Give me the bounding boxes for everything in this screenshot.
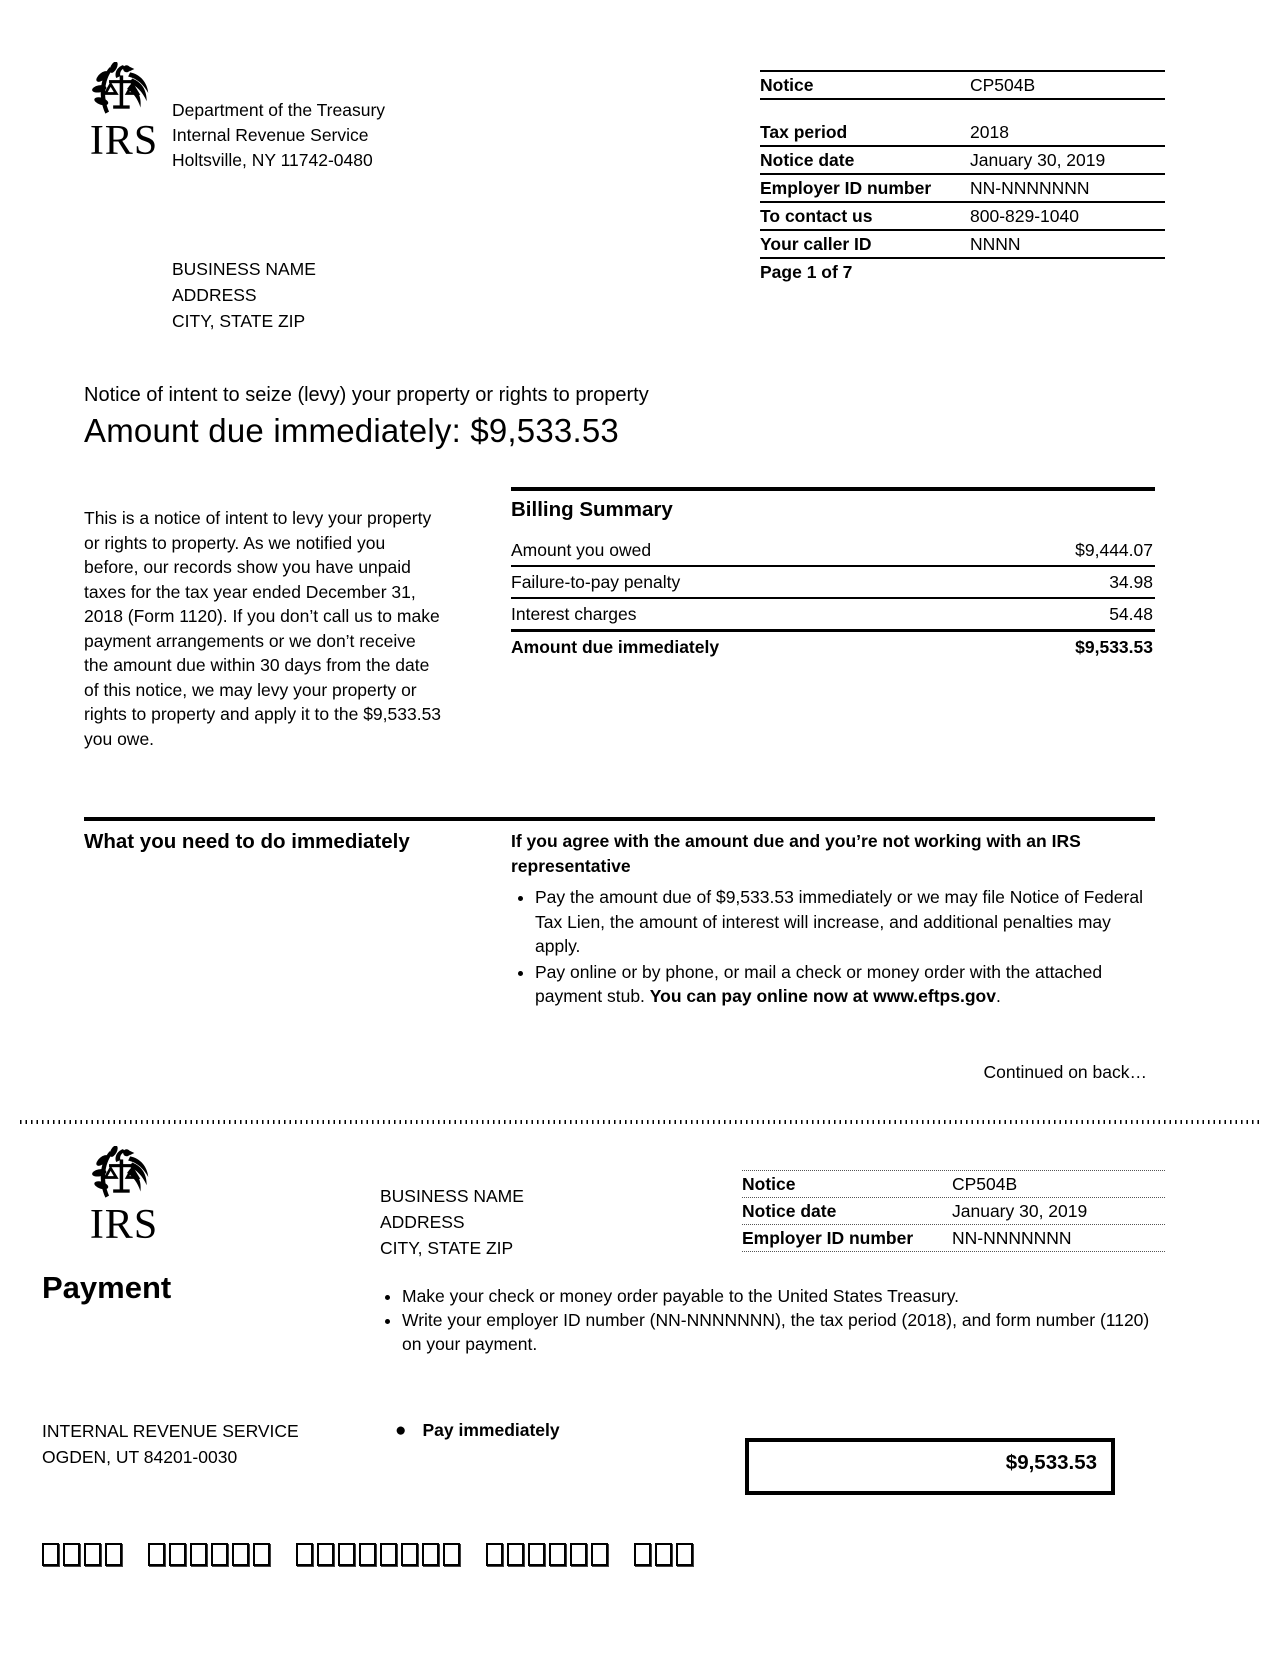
bullet-text: . <box>995 986 1001 1006</box>
recipient-line: CITY, STATE ZIP <box>380 1238 514 1258</box>
row-value: CP504B <box>952 1174 1018 1194</box>
recipient-line: CITY, STATE ZIP <box>172 311 306 331</box>
table-row <box>760 147 1165 175</box>
row-label: Notice date <box>760 150 855 170</box>
bullet-item: • Pay the amount due of $9,533.53 immediately or we may file Notice of Federal Tax Lien, the amount of interest will increase, and additional penalties may apply. <box>535 885 1155 959</box>
billing-summary-title: Billing Summary <box>511 498 673 521</box>
scanline-group <box>296 1543 460 1566</box>
scanline-box <box>296 1543 313 1566</box>
bullet-item: • Write your employer ID number (NN-NNNNNNN), the tax period (2018), and form number (1120) on your payment. <box>402 1308 1152 1356</box>
irs-wordmark: IRS <box>89 1202 159 1248</box>
scanline-row <box>42 1543 693 1566</box>
scanline-box <box>634 1543 651 1566</box>
scanline-box <box>676 1543 693 1566</box>
scanline-box <box>338 1543 355 1566</box>
pay-online-url: You can pay online now at www.eftps.gov <box>649 986 996 1006</box>
scanline-box <box>359 1543 376 1566</box>
row-label: Interest charges <box>511 604 637 624</box>
payment-title: Payment <box>42 1270 172 1305</box>
row-label: To contact us <box>760 206 873 226</box>
pay-immediately-line <box>395 1420 560 1442</box>
agency-address <box>172 98 385 173</box>
agency-line: Holtsville, NY 11742-0480 <box>172 150 373 170</box>
row-label: Tax period <box>760 122 848 142</box>
row-value: CP504B <box>970 75 1036 95</box>
notice-info-table <box>760 70 1165 285</box>
remit-address <box>42 1418 299 1470</box>
recipient-line: ADDRESS <box>172 285 257 305</box>
scanline-box <box>211 1543 228 1566</box>
irs-eagle-icon <box>92 62 156 124</box>
payment-bullet-list <box>382 1284 1152 1356</box>
scanline-box <box>148 1543 165 1566</box>
scanline-box <box>63 1543 80 1566</box>
row-label: Your caller ID <box>760 234 872 254</box>
row-label: Employer ID number <box>760 178 932 198</box>
continued-on-back: Continued on back… <box>983 1062 1147 1082</box>
row-label: Amount you owed <box>511 540 652 560</box>
billing-summary-section <box>511 487 1155 662</box>
scanline-group <box>634 1543 693 1566</box>
row-value: 54.48 <box>1109 604 1153 624</box>
amount-due-title: Amount due immediately: $9,533.53 <box>84 412 619 449</box>
page-indicator <box>760 259 1165 285</box>
notice-subtitle: Notice of intent to seize (levy) your property or rights to property <box>84 384 649 406</box>
row-value: $9,444.07 <box>1075 540 1153 560</box>
table-row <box>760 119 1165 147</box>
perforation-line <box>20 1120 1260 1124</box>
scanline-box <box>232 1543 249 1566</box>
row-label: Amount due immediately <box>511 637 720 657</box>
payment-instructions <box>382 1284 1152 1356</box>
scanline-box <box>486 1543 503 1566</box>
agency-line: Department of the Treasury <box>172 100 386 120</box>
agree-heading: If you agree with the amount due and you’re not working with an IRS representative <box>511 831 1081 876</box>
scanline-box <box>190 1543 207 1566</box>
scanline-box <box>169 1543 186 1566</box>
total-row <box>511 632 1155 662</box>
recipient-line: ADDRESS <box>380 1212 465 1232</box>
irs-eagle-icon <box>92 1146 156 1208</box>
scanline-box <box>380 1543 397 1566</box>
scanline-box <box>253 1543 270 1566</box>
actions-bullet-list <box>511 885 1155 1009</box>
table-row <box>760 175 1165 203</box>
table-row <box>742 1225 1165 1252</box>
scanline-box <box>507 1543 524 1566</box>
bullet-item: • Make your check or money order payable to the United States Treasury. <box>402 1284 1152 1308</box>
table-row <box>511 599 1155 632</box>
actions-section <box>84 817 1155 1082</box>
table-row <box>760 203 1165 231</box>
scanline-box <box>317 1543 334 1566</box>
table-row <box>742 1198 1165 1225</box>
scanline-box <box>84 1543 101 1566</box>
page-number: Page 1 of 7 <box>760 262 853 282</box>
row-value: January 30, 2019 <box>952 1201 1088 1221</box>
pay-immediately-label: Pay immediately <box>422 1420 560 1440</box>
scanline-group <box>42 1543 122 1566</box>
billing-summary-table <box>511 535 1155 662</box>
remit-line: OGDEN, UT 84201-0030 <box>42 1447 238 1467</box>
scanline-group <box>148 1543 270 1566</box>
row-value: January 30, 2019 <box>970 150 1106 170</box>
table-row <box>511 567 1155 599</box>
row-value: $9,533.53 <box>1075 637 1153 657</box>
table-row <box>760 70 1165 100</box>
scanline-box <box>401 1543 418 1566</box>
scanline-box <box>422 1543 439 1566</box>
scanline-box <box>528 1543 545 1566</box>
row-value: 800-829-1040 <box>970 206 1079 226</box>
bullet-item <box>535 960 1155 1009</box>
row-label: Notice <box>742 1174 796 1194</box>
bullet-text: Pay online or by phone, or mail a check or money order with the attached payment stub. <box>535 961 1103 1006</box>
row-label: Notice <box>760 75 814 95</box>
bullet-icon: ● <box>395 1420 407 1441</box>
table-row <box>742 1170 1165 1198</box>
stub-info-table <box>742 1170 1165 1252</box>
row-value: NN-NNNNNNN <box>952 1228 1072 1248</box>
scanline-box <box>655 1543 672 1566</box>
scanline-box <box>105 1543 122 1566</box>
row-value: 34.98 <box>1109 572 1153 592</box>
actions-right-column <box>511 821 1155 1009</box>
irs-wordmark: IRS <box>89 118 159 164</box>
row-label: Notice date <box>742 1201 837 1221</box>
scanline-box <box>591 1543 608 1566</box>
row-value: NN-NNNNNNN <box>970 178 1090 198</box>
row-label: Failure-to-pay penalty <box>511 572 681 592</box>
table-gap <box>760 100 1165 119</box>
row-value: NNNN <box>970 234 1021 254</box>
row-label: Employer ID number <box>742 1228 914 1248</box>
recipient-line: BUSINESS NAME <box>380 1186 524 1206</box>
stub-recipient-address <box>380 1183 524 1261</box>
scanline-box <box>443 1543 460 1566</box>
agency-line: Internal Revenue Service <box>172 125 369 145</box>
recipient-line: BUSINESS NAME <box>172 259 316 279</box>
scanline-box <box>42 1543 59 1566</box>
remit-line: INTERNAL REVENUE SERVICE <box>42 1421 299 1441</box>
intro-paragraph: This is a notice of intent to levy your property or rights to property. As we notified you before, our records show you have unpaid taxes for the tax year ended December 31, 2018 (Form 1120). If you don’t call us to make payment arrangements or we don’t receive the amount due within 30 days from the date of this notice, we may levy your property or rights to property and apply it to the $9,533.53 you owe. <box>84 508 442 749</box>
actions-heading: What you need to do immediately <box>84 830 410 853</box>
recipient-address <box>172 256 316 334</box>
irs-logo <box>78 62 170 162</box>
amount-due-box: $9,533.53 <box>745 1438 1115 1495</box>
irs-logo <box>78 1146 170 1246</box>
scanline-group <box>486 1543 608 1566</box>
row-value: 2018 <box>970 122 1009 142</box>
scanline-box <box>549 1543 566 1566</box>
table-row <box>760 231 1165 259</box>
scanline-box <box>570 1543 587 1566</box>
table-row <box>511 535 1155 567</box>
